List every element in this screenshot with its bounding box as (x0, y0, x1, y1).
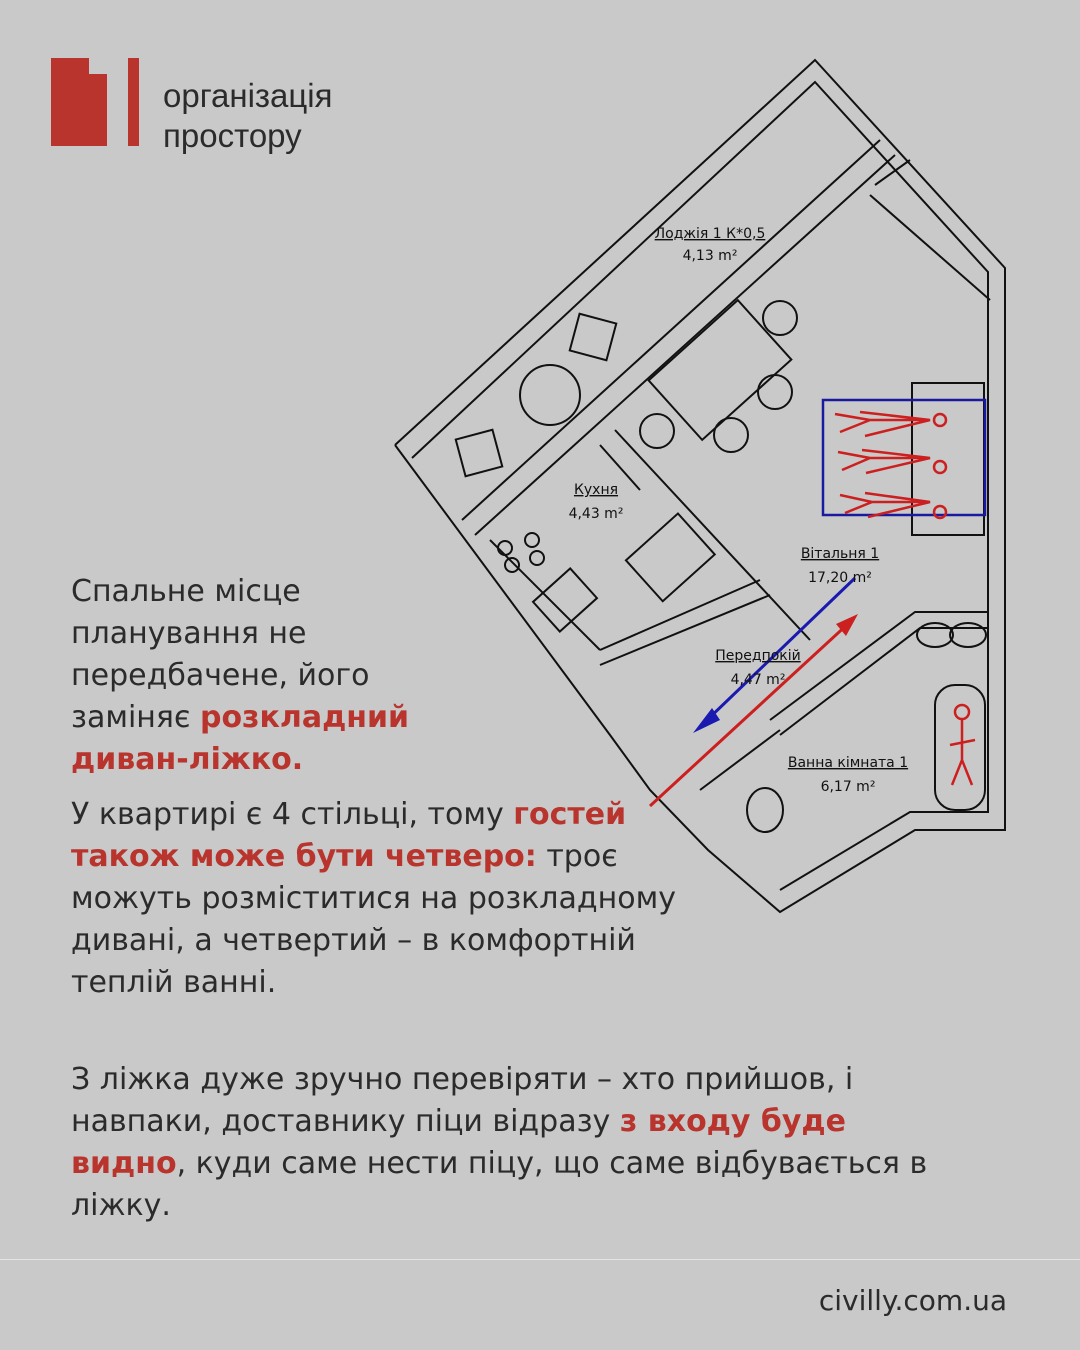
highlight-text: розкладний диван-ліжко. (71, 700, 410, 777)
loggia-wall (462, 140, 895, 535)
website-link[interactable]: civilly.com.ua (818, 1284, 1007, 1317)
loggia-table (520, 365, 580, 425)
room-area: 4,13 m² (682, 248, 738, 264)
room-area: 4,47 m² (730, 672, 786, 688)
room-name: Кухня (573, 482, 619, 498)
paragraph-guests (71, 794, 731, 1004)
brand-line-2: простору (163, 117, 302, 154)
text: троє можуть розміститися на розкладному дивані, а четвертий – в комфортній теплій ванні. (71, 839, 676, 1000)
text: У квартирі є 4 стільці, тому (71, 797, 514, 832)
footer-divider (0, 1259, 1080, 1260)
sleeping-figures (835, 412, 975, 785)
highlight-text: з входу буде видно (71, 1104, 846, 1181)
paragraph-view (71, 1059, 931, 1227)
bathtub (935, 685, 985, 810)
room-name: Лоджія 1 К*0,5 (654, 226, 766, 242)
text: З ліжка дуже зручно перевіряти – хто прийшов, і навпаки, доставнику піци відразу (71, 1062, 854, 1139)
room-area: 17,20 m² (808, 570, 872, 586)
brand-line-1: організація (163, 77, 333, 114)
room-name: Вітальня 1 (800, 546, 880, 562)
text: , куди саме нести піцу, що саме відбувається в ліжку. (71, 1146, 928, 1223)
text: Спальне місце планування не передбачене, його заміняє (71, 574, 370, 735)
paragraph-sleeping (71, 571, 491, 781)
bath-figure (950, 720, 975, 785)
room-name: Ванна кімната 1 (787, 755, 909, 771)
room-area: 6,17 m² (820, 779, 876, 795)
outer-wall (395, 60, 1005, 912)
room-name: Передпокій (715, 648, 801, 664)
room-area: 4,43 m² (568, 506, 624, 522)
highlight-text: гостей також може бути четверо: (71, 797, 627, 874)
